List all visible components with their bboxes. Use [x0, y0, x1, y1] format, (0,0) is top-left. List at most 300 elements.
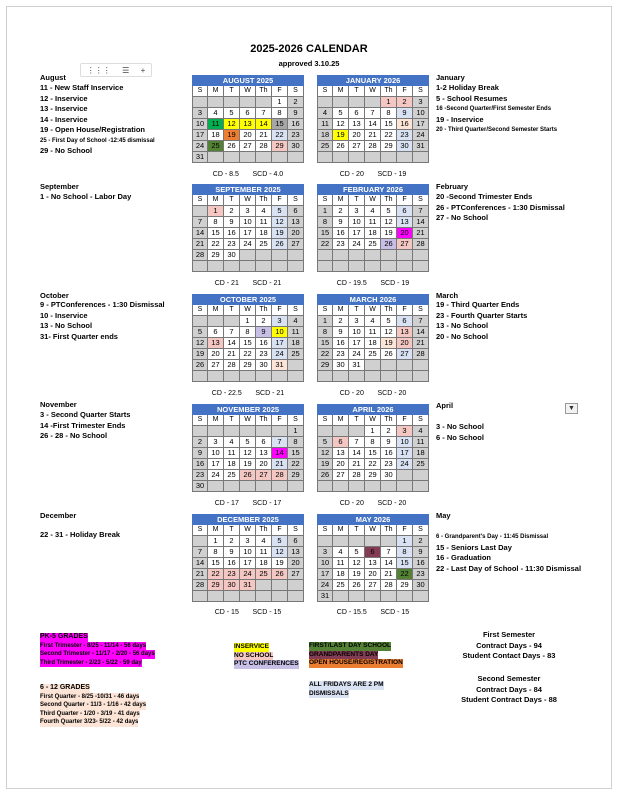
calendar-day: 10 — [208, 448, 224, 459]
calendar-day: 22 — [317, 239, 333, 250]
calendar-day: 6 — [288, 206, 304, 217]
calendar-empty-cell — [333, 261, 349, 272]
weekday-header-row — [192, 195, 304, 206]
week-row — [317, 536, 429, 547]
calendar-day: 30 — [256, 360, 272, 371]
legend-pk5 — [40, 633, 155, 667]
calendar-day: 5 — [381, 316, 397, 327]
weekday-label: S — [288, 305, 304, 316]
calendar-empty-cell — [397, 261, 413, 272]
calendar-day: 23 — [381, 459, 397, 470]
calendar-day: 25 — [208, 141, 224, 152]
weekday-label: S — [288, 415, 304, 426]
calendar-day: 23 — [256, 349, 272, 360]
calendar-day: 9 — [381, 437, 397, 448]
calendar-day: 14 — [365, 119, 381, 130]
calendar-empty-cell — [256, 152, 272, 163]
calendar-empty-cell — [224, 426, 240, 437]
calendar-day: 2 — [381, 426, 397, 437]
calendar-day: 20 — [397, 338, 413, 349]
week-row — [192, 97, 304, 108]
calendar-day: 30 — [224, 580, 240, 591]
calendar-day: 3 — [240, 206, 256, 217]
weekday-label: W — [365, 415, 381, 426]
weekday-label: F — [272, 86, 288, 97]
calendar-day: 10 — [240, 547, 256, 558]
calendar-day: 13 — [256, 448, 272, 459]
calendar-day: 7 — [413, 206, 429, 217]
week-row — [317, 569, 429, 580]
calendar-empty-cell — [365, 536, 381, 547]
calendar-december-2025 — [192, 514, 304, 602]
weekday-label: T — [349, 195, 365, 206]
calendar-empty-cell — [365, 261, 381, 272]
week-row — [317, 349, 429, 360]
calendar-empty-cell — [192, 97, 208, 108]
calendar-day: 29 — [240, 360, 256, 371]
event: 16 - Graduation — [436, 553, 492, 562]
calendar-day: 20 — [333, 459, 349, 470]
calendar-empty-cell — [224, 481, 240, 492]
event: 1 - No School - Labor Day — [40, 192, 132, 201]
calendar-day: 4 — [333, 547, 349, 558]
event: 27 - No School — [436, 213, 489, 222]
week-row — [192, 426, 304, 437]
calendar-empty-cell — [224, 371, 240, 382]
calendar-day: 1 — [317, 316, 333, 327]
event: 19 - Third Quarter Ends — [436, 300, 520, 309]
calendar-day: 1 — [240, 316, 256, 327]
event: 23 - Fourth Quarter Starts — [436, 310, 528, 320]
calendar-day: 6 — [288, 536, 304, 547]
event: 6 - Grandparent's Day - 11:45 Dismissal — [436, 534, 549, 540]
month-label-may: May — [436, 511, 451, 520]
month-label-december: December — [40, 511, 77, 520]
calendar-day: 5 — [333, 108, 349, 119]
calendar-day: 2 — [288, 97, 304, 108]
calendar-day: 11 — [365, 217, 381, 228]
legend-6-12 — [40, 684, 146, 727]
calendar-day: 24 — [208, 470, 224, 481]
legend-item: Second Trimester - 11/17 - 2/20 - 56 days — [40, 651, 155, 657]
day-counts-february: CD - 19.5 SCD - 19 — [336, 280, 410, 287]
weekday-label: S — [413, 86, 429, 97]
calendar-day: 29 — [317, 360, 333, 371]
event: 16 -Second Quarter/First Semester Ends — [436, 106, 552, 112]
calendar-day: 14 — [192, 558, 208, 569]
week-row — [192, 316, 304, 327]
calendar-empty-cell — [192, 206, 208, 217]
calendar-day: 5 — [272, 206, 288, 217]
dropdown-chevron-icon[interactable]: ▼ — [565, 403, 578, 414]
month-label-january: January — [436, 73, 465, 82]
calendar-day: 19 — [317, 459, 333, 470]
calendar-day: 14 — [224, 338, 240, 349]
week-row — [192, 250, 304, 261]
calendar-day: 18 — [333, 569, 349, 580]
weekday-header-row — [192, 86, 304, 97]
calendar-day: 27 — [288, 569, 304, 580]
calendar-day: 7 — [365, 108, 381, 119]
calendar-empty-cell — [256, 371, 272, 382]
summary-second-semester — [434, 674, 584, 706]
weekday-label: S — [317, 305, 333, 316]
events-february — [436, 192, 565, 224]
calendar-day: 3 — [192, 108, 208, 119]
calendar-day: 31 — [272, 360, 288, 371]
calendar-empty-cell — [272, 580, 288, 591]
calendar-day: 1 — [317, 206, 333, 217]
calendar-day: 20 — [288, 558, 304, 569]
week-row — [317, 591, 429, 602]
day-counts-april: CD - 20 SCD - 20 — [339, 500, 407, 507]
calendar-empty-cell — [365, 97, 381, 108]
calendar-empty-cell — [192, 591, 208, 602]
weekday-label: S — [413, 305, 429, 316]
legend-inservice: INSERVICE — [234, 643, 269, 650]
calendar-empty-cell — [365, 481, 381, 492]
weekday-header-row — [317, 86, 429, 97]
calendar-empty-cell — [349, 426, 365, 437]
calendar-empty-cell — [333, 481, 349, 492]
weekday-header-row — [317, 415, 429, 426]
calendar-title: FEBRUARY 2026 — [317, 184, 429, 195]
week-row — [192, 569, 304, 580]
weekday-label: S — [413, 525, 429, 536]
calendar-day: 25 — [256, 569, 272, 580]
weekday-header-row — [317, 195, 429, 206]
calendar-day: 9 — [288, 108, 304, 119]
calendar-day: 21 — [192, 569, 208, 580]
legend-ptc: PTC CONFERENCES — [234, 660, 299, 667]
calendar-day: 17 — [349, 338, 365, 349]
events-september — [40, 192, 131, 203]
calendar-day: 15 — [208, 558, 224, 569]
calendar-empty-cell — [272, 152, 288, 163]
calendar-day: 11 — [288, 327, 304, 338]
calendar-day: 28 — [256, 141, 272, 152]
calendar-day: 6 — [240, 108, 256, 119]
weekday-label: S — [317, 415, 333, 426]
calendar-day: 25 — [256, 239, 272, 250]
calendar-empty-cell — [256, 261, 272, 272]
calendar-title: NOVEMBER 2025 — [192, 404, 304, 415]
calendar-day: 19 — [272, 558, 288, 569]
legend-keys-b — [309, 642, 403, 668]
calendar-day: 10 — [413, 108, 429, 119]
calendar-day: 29 — [208, 580, 224, 591]
calendar-day: 25 — [365, 349, 381, 360]
calendar-day: 22 — [381, 130, 397, 141]
week-row — [192, 481, 304, 492]
calendar-day: 17 — [413, 119, 429, 130]
week-row — [192, 349, 304, 360]
week-row — [317, 327, 429, 338]
calendar-day: 31 — [317, 591, 333, 602]
calendar-day: 19 — [381, 228, 397, 239]
calendar-day: 4 — [224, 437, 240, 448]
event: 29 - No School — [40, 146, 93, 155]
calendar-empty-cell — [272, 481, 288, 492]
calendar-day: 1 — [381, 97, 397, 108]
weekday-label: W — [365, 86, 381, 97]
calendar-day: 14 — [413, 217, 429, 228]
events-october — [40, 300, 165, 342]
weekday-label: T — [224, 86, 240, 97]
calendar-day: 26 — [317, 470, 333, 481]
calendar-empty-cell — [192, 371, 208, 382]
calendar-day: 14 — [381, 558, 397, 569]
week-row — [317, 239, 429, 250]
weekday-label: T — [349, 86, 365, 97]
weekday-label: M — [333, 195, 349, 206]
calendar-day: 21 — [224, 349, 240, 360]
calendar-empty-cell — [192, 426, 208, 437]
calendar-empty-cell — [240, 250, 256, 261]
drag-handle-icon[interactable]: ⋮⋮⋮ — [86, 65, 111, 75]
calendar-empty-cell — [349, 481, 365, 492]
calendar-day: 11 — [365, 327, 381, 338]
calendar-may-2026 — [317, 514, 429, 602]
calendar-empty-cell — [413, 470, 429, 481]
floating-toolbar[interactable] — [80, 63, 152, 77]
weekday-label: Th — [381, 86, 397, 97]
calendar-day: 20 — [240, 130, 256, 141]
calendar-empty-cell — [397, 371, 413, 382]
week-row — [317, 360, 429, 371]
calendar-day: 28 — [381, 580, 397, 591]
week-row — [317, 470, 429, 481]
weekday-label: T — [224, 305, 240, 316]
calendar-day: 3 — [272, 316, 288, 327]
calendar-empty-cell — [381, 261, 397, 272]
calendar-empty-cell — [333, 97, 349, 108]
weekday-label: M — [208, 86, 224, 97]
calendar-empty-cell — [240, 591, 256, 602]
calendar-day: 8 — [240, 327, 256, 338]
week-row — [317, 316, 429, 327]
calendar-day: 2 — [192, 437, 208, 448]
weekday-header-row — [317, 305, 429, 316]
calendar-empty-cell — [381, 250, 397, 261]
calendar-day: 23 — [224, 569, 240, 580]
calendar-day: 23 — [333, 349, 349, 360]
calendar-day: 28 — [349, 470, 365, 481]
weekday-label: F — [272, 415, 288, 426]
calendar-day: 17 — [192, 130, 208, 141]
calendar-day: 11 — [256, 217, 272, 228]
calendar-day: 29 — [381, 141, 397, 152]
calendar-empty-cell — [240, 97, 256, 108]
calendar-day: 18 — [365, 338, 381, 349]
calendar-day: 26 — [349, 580, 365, 591]
week-row — [192, 108, 304, 119]
calendar-day: 20 — [288, 228, 304, 239]
week-row — [317, 250, 429, 261]
calendar-empty-cell — [272, 250, 288, 261]
calendar-empty-cell — [349, 97, 365, 108]
summary-heading: Second Semester — [477, 674, 541, 683]
calendar-day: 25 — [413, 459, 429, 470]
calendar-april-2026 — [317, 404, 429, 492]
calendar-empty-cell — [349, 536, 365, 547]
day-counts-march: CD - 20 SCD - 20 — [339, 390, 407, 397]
weekday-label: F — [397, 195, 413, 206]
calendar-empty-cell — [192, 261, 208, 272]
calendar-day: 24 — [349, 349, 365, 360]
weekday-label: M — [333, 415, 349, 426]
events-november — [40, 410, 130, 442]
week-row — [317, 119, 429, 130]
calendar-day: 20 — [208, 349, 224, 360]
week-row — [192, 141, 304, 152]
calendar-day: 6 — [397, 316, 413, 327]
event: 9 - PTConferences - 1:30 Dismissal — [40, 300, 165, 309]
day-counts-may: CD - 15.5 SCD - 15 — [336, 609, 410, 616]
calendar-day: 11 — [413, 437, 429, 448]
calendar-day: 18 — [365, 228, 381, 239]
format-icon[interactable]: ☰ — [122, 65, 130, 75]
weekday-label: F — [397, 86, 413, 97]
day-counts-january: CD - 20 SCD - 19 — [339, 171, 407, 178]
calendar-empty-cell — [317, 481, 333, 492]
week-row — [317, 217, 429, 228]
calendar-day: 26 — [192, 360, 208, 371]
calendar-day: 12 — [333, 119, 349, 130]
week-row — [192, 327, 304, 338]
weekday-label: S — [317, 525, 333, 536]
calendar-day: 24 — [240, 239, 256, 250]
calendar-day: 30 — [192, 481, 208, 492]
legend-item: Third Trimester - 2/23 - 5/22 - 59 day — [40, 659, 142, 666]
calendar-day: 27 — [256, 470, 272, 481]
event: 3 - Second Quarter Starts — [40, 410, 131, 419]
calendar-february-2026 — [317, 184, 429, 272]
month-label-november: November — [40, 400, 77, 409]
week-row — [317, 141, 429, 152]
event: 25 - First Day of School -12:45 dismissal — [40, 137, 155, 144]
calendar-empty-cell — [208, 591, 224, 602]
calendar-day: 16 — [256, 338, 272, 349]
calendar-day: 2 — [333, 316, 349, 327]
calendar-day: 12 — [381, 217, 397, 228]
weekday-label: W — [365, 525, 381, 536]
calendar-day: 3 — [208, 437, 224, 448]
event: 14 -First Trimester Ends — [40, 420, 126, 430]
calendar-empty-cell — [413, 250, 429, 261]
calendar-empty-cell — [365, 360, 381, 371]
calendar-january-2026 — [317, 75, 429, 163]
calendar-empty-cell — [381, 371, 397, 382]
calendar-day: 31 — [349, 360, 365, 371]
calendar-empty-cell — [349, 250, 365, 261]
weekday-header-row — [192, 305, 304, 316]
calendar-day: 8 — [381, 108, 397, 119]
calendar-day: 17 — [272, 338, 288, 349]
calendar-day: 16 — [397, 119, 413, 130]
calendar-empty-cell — [365, 591, 381, 602]
legend-item: First Trimester - 8/25 - 11/14 - 56 days — [40, 642, 147, 649]
weekday-label: M — [333, 525, 349, 536]
month-label-march: March — [436, 291, 459, 300]
calendar-november-2025 — [192, 404, 304, 492]
week-row — [192, 437, 304, 448]
calendar-day: 24 — [413, 130, 429, 141]
calendar-day: 16 — [333, 338, 349, 349]
calendar-day: 1 — [208, 536, 224, 547]
calendar-day: 9 — [192, 448, 208, 459]
calendar-day: 12 — [381, 327, 397, 338]
calendar-day: 23 — [192, 470, 208, 481]
calendar-day: 30 — [333, 360, 349, 371]
calendar-day: 17 — [397, 448, 413, 459]
legend-no-school: NO SCHOOL — [234, 651, 274, 659]
calendar-day: 27 — [208, 360, 224, 371]
calendar-day: 22 — [397, 569, 413, 580]
calendar-day: 5 — [240, 437, 256, 448]
weekday-label: F — [397, 525, 413, 536]
calendar-day: 21 — [381, 569, 397, 580]
calendar-day: 28 — [365, 141, 381, 152]
calendar-day: 11 — [208, 119, 224, 130]
calendar-empty-cell — [288, 152, 304, 163]
calendar-october-2025 — [192, 294, 304, 382]
week-row — [317, 547, 429, 558]
week-row — [317, 228, 429, 239]
calendar-day: 6 — [256, 437, 272, 448]
legend-pk5-title: PK-5 GRADES — [40, 633, 88, 640]
calendar-day: 22 — [208, 239, 224, 250]
weekday-label: Th — [381, 195, 397, 206]
weekday-label: Th — [256, 415, 272, 426]
calendar-day: 18 — [256, 558, 272, 569]
calendar-september-2025 — [192, 184, 304, 272]
calendar-day: 20 — [349, 130, 365, 141]
calendar-day: 21 — [365, 130, 381, 141]
calendar-empty-cell — [208, 426, 224, 437]
calendar-empty-cell — [333, 536, 349, 547]
calendar-day: 26 — [333, 141, 349, 152]
weekday-label: T — [224, 525, 240, 536]
week-row — [317, 448, 429, 459]
calendar-empty-cell — [413, 591, 429, 602]
calendar-title: AUGUST 2025 — [192, 75, 304, 86]
calendar-day: 19 — [272, 228, 288, 239]
calendar-day: 8 — [317, 217, 333, 228]
calendar-empty-cell — [317, 261, 333, 272]
weekday-label: F — [272, 305, 288, 316]
calendar-day: 8 — [397, 547, 413, 558]
weekday-label: S — [413, 415, 429, 426]
calendar-day: 16 — [224, 228, 240, 239]
week-row — [317, 152, 429, 163]
day-counts-december: CD - 15 SCD - 15 — [214, 609, 282, 616]
weekday-label: Th — [256, 305, 272, 316]
calendar-day: 13 — [397, 327, 413, 338]
week-row — [192, 130, 304, 141]
calendar-day: 30 — [413, 580, 429, 591]
weekday-header-row — [192, 525, 304, 536]
calendar-day: 6 — [208, 327, 224, 338]
calendar-day: 24 — [192, 141, 208, 152]
calendar-day: 20 — [397, 228, 413, 239]
weekday-label: T — [224, 195, 240, 206]
weekday-label: F — [397, 305, 413, 316]
calendar-empty-cell — [256, 580, 272, 591]
calendar-day: 10 — [349, 327, 365, 338]
add-icon[interactable]: + — [140, 65, 146, 75]
event: 1-2 Holiday Break — [436, 83, 499, 92]
